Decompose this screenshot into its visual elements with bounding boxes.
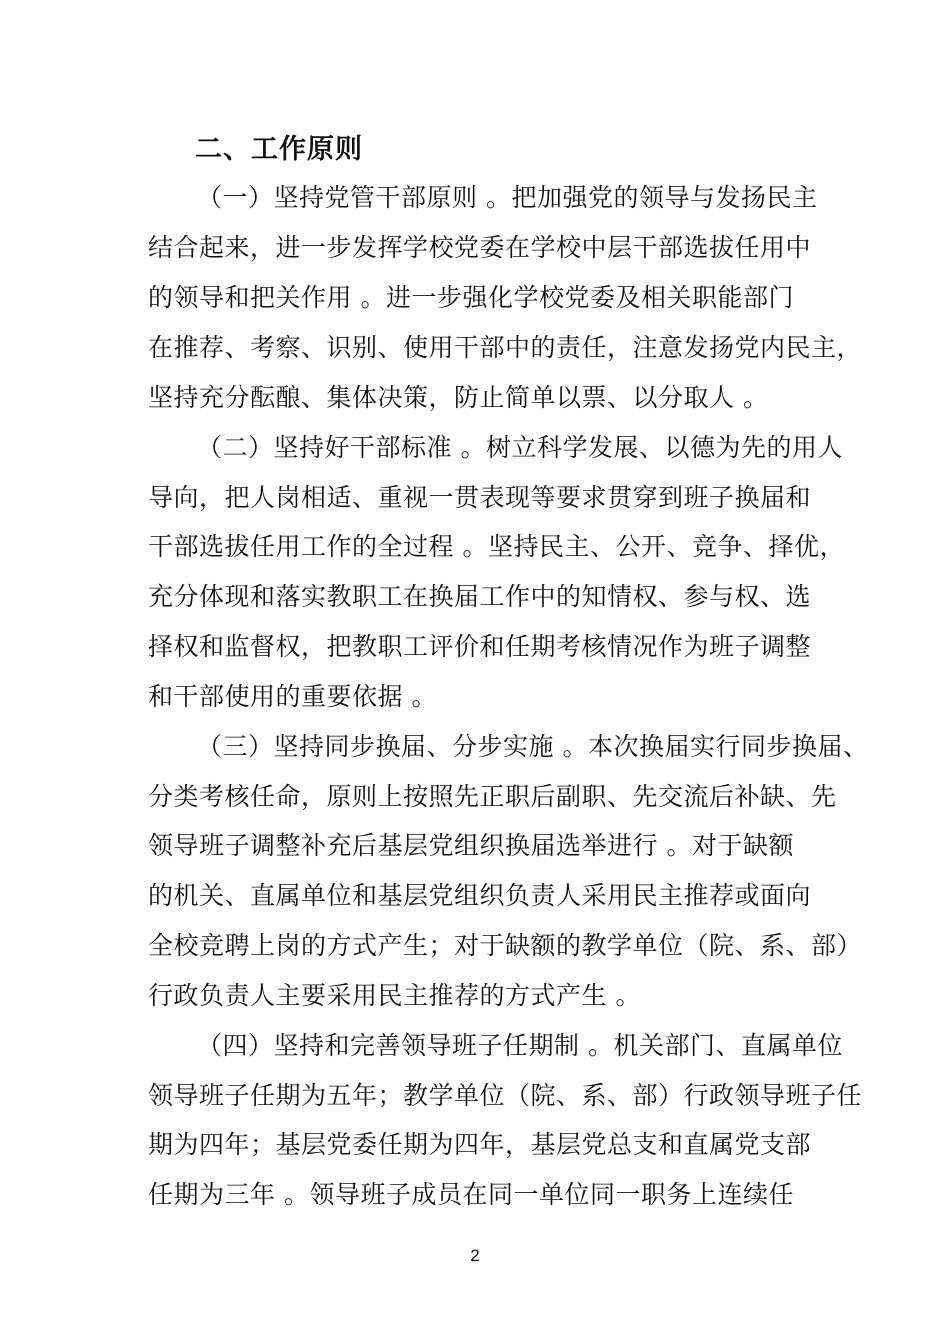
paragraph-line: 导向，把人岗相适、重视一贯表现等要求贯穿到班子换届和: [148, 483, 812, 512]
paragraph-line: 领导班子调整补充后基层党组织换届选举进行 。对于缺额: [148, 831, 794, 860]
paragraph-line: 期为四年；基层党委任期为四年，基层党总支和直属党支部: [148, 1130, 812, 1159]
paragraph-line: （三）坚持同步换届、分步实施 。本次换届实行同步换届、: [197, 732, 869, 761]
paragraph-line: 结合起来，进一步发挥学校党委在学校中层干部选拔任用中: [148, 233, 812, 262]
paragraph-line: 择权和监督权，把教职工评价和任期考核情况作为班子调整: [148, 632, 812, 661]
paragraph-line: 分类考核任命，原则上按照先正职后副职、先交流后补缺、先: [148, 782, 837, 811]
paragraph-line: （二）坚持好干部标准 。树立科学发展、以德为先的用人: [197, 433, 843, 462]
paragraph-line: 充分体现和落实教职工在换届工作中的知情权、参与权、选: [148, 582, 812, 611]
page-number: 2: [470, 1246, 480, 1265]
paragraph-line: （一）坚持党管干部原则 。把加强党的领导与发扬民主: [197, 183, 818, 212]
paragraph-line: 任期为三年 。领导班子成员在同一单位同一职务上连续任: [148, 1180, 794, 1209]
paragraph-line: （四）坚持和完善领导班子任期制 。机关部门、直属单位: [197, 1031, 843, 1060]
section-heading: 二、工作原则: [195, 134, 363, 165]
paragraph-line: 全校竞聘上岗的方式产生；对于缺额的教学单位（院、系、部）: [148, 931, 863, 960]
paragraph-line: 坚持充分酝酿、集体决策，防止简单以票、以分取人 。: [148, 383, 769, 412]
paragraph-line: 的机关、直属单位和基层党组织负责人采用民主推荐或面向: [148, 881, 812, 910]
paragraph-line: 的领导和把关作用 。进一步强化学校党委及相关职能部门: [148, 283, 794, 312]
paragraph-line: 行政负责人主要采用民主推荐的方式产生 。: [148, 981, 641, 1010]
paragraph-line: 和干部使用的重要依据 。: [148, 682, 437, 711]
paragraph-line: 干部选拔任用工作的全过程 。坚持民主、公开、竞争、择优，: [148, 532, 845, 561]
paragraph-line: 在推荐、考察、识别、使用干部中的责任，注意发扬党内民主，: [148, 333, 863, 362]
paragraph-line: 领导班子任期为五年；教学单位（院、系、部）行政领导班子任: [148, 1081, 863, 1110]
